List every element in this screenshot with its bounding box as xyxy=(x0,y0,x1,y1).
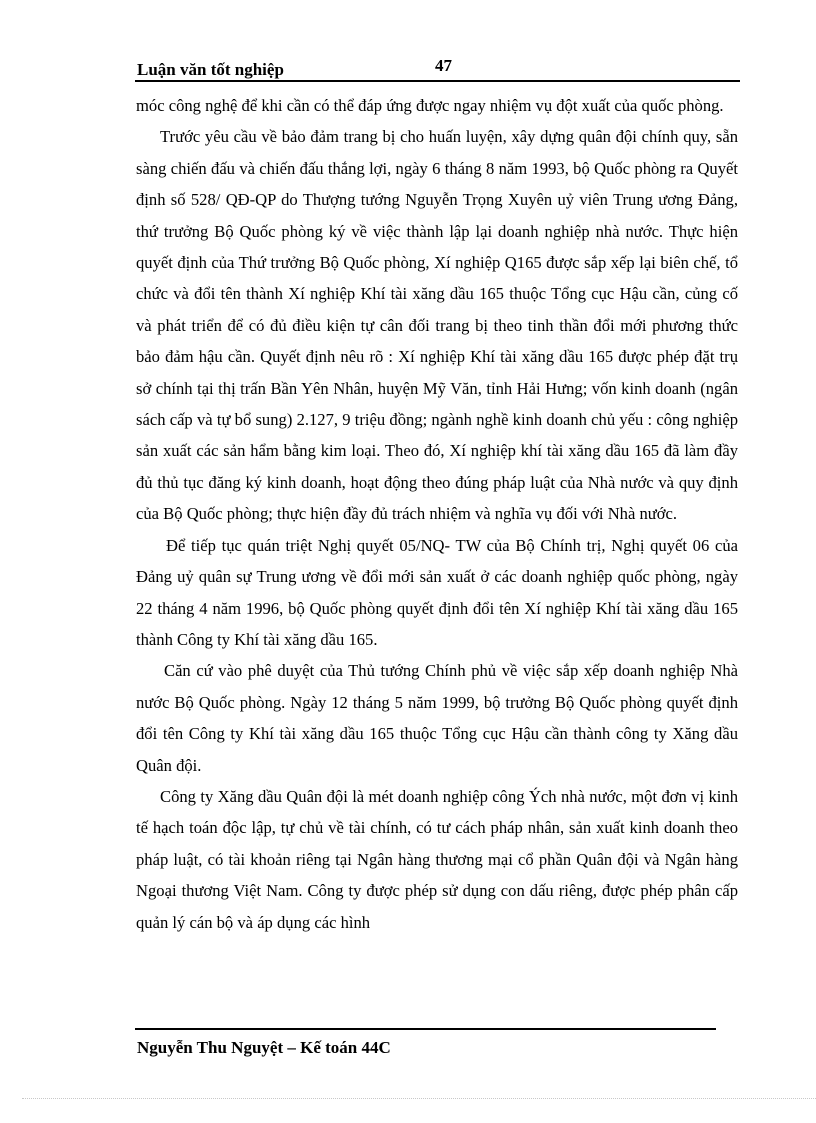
paragraph-continuation: móc công nghệ để khi cần có thể đáp ứng được ngay nhiệm vụ đột xuất của quốc phòng. xyxy=(136,96,724,115)
page-edge-divider xyxy=(22,1098,816,1099)
document-title: Luận văn tốt nghiệp xyxy=(137,60,284,79)
document-body xyxy=(136,90,738,938)
paragraph: Trước yêu cầu về bảo đảm trang bị cho huấn luyện, xây dựng quân đội chính quy, sẵn sàng chiến đấu và chiến đấu thắng lợi, ngày 6 tháng 8 năm 1993, bộ Quốc phòng ra Quyết định số 528/ QĐ-QP do Thượng tướng Nguyễn Trọng Xuyên uỷ viên Trung ương Đảng, thứ trưởng Bộ Quốc phòng ký về việc thành lập lại doanh nghiệp nhà nước. Thực hiện quyết định của Thứ trưởng Bộ Quốc phòng, Xí nghiệp Q165 được sắp xếp lại biên chế, tổ chức và đổi tên thành Xí nghiệp Khí tài xăng dầu 165 thuộc Tổng cục Hậu cần, củng cố và phát triển để có đủ điều kiện tự cân đối trang bị theo tinh thần đổi mới phương thức bảo đảm hậu cần. Quyết định nêu rõ : Xí nghiệp Khí tài xăng dầu 165 được phép đặt trụ sở chính tại thị trấn Bần Yên Nhân, huyện Mỹ Văn, tỉnh Hải Hưng; vốn kinh doanh (ngân sách cấp và tự bổ sung) 2.127, 9 triệu đồng; ngành nghề kinh doanh chủ yếu : công nghiệp sản xuất các sản hẩm bằng kim loại. Theo đó, Xí nghiệp khí tài xăng dầu 165 đã làm đầy đủ thủ tục đăng ký kinh doanh, hoạt động theo đúng pháp luật của Nhà nước và quy định của Bộ Quốc phòng; thực hiện đầy đủ trách nhiệm và nghĩa vụ đối với Nhà nước. xyxy=(136,127,738,524)
paragraph: Để tiếp tục quán triệt Nghị quyết 05/NQ- TW của Bộ Chính trị, Nghị quyết 06 của Đảng uỷ quân sự Trung ương về đổi mới sản xuất ở các doanh nghiệp quốc phòng, ngày 22 tháng 4 năm 1996, bộ Quốc phòng quyết định đổi tên Xí nghiệp Khí tài xăng dầu 165 thành Công ty Khí tài xăng dầu 165. xyxy=(136,535,738,649)
paragraph: Căn cứ vào phê duyệt của Thủ tướng Chính phủ về việc sắp xếp doanh nghiệp Nhà nước Bộ Quốc phòng. Ngày 12 tháng 5 năm 1999, bộ trưởng Bộ Quốc phòng quyết định đổi tên Công ty Khí tài xăng dầu 165 thuộc Tổng cục Hậu cần thành công ty Xăng dầu Quân đội. xyxy=(136,661,738,775)
page-number: 47 xyxy=(435,56,452,75)
page-header xyxy=(135,54,740,82)
footer-author: Nguyễn Thu Nguyệt – Kế toán 44C xyxy=(137,1038,391,1057)
paragraph: Công ty Xăng dầu Quân đội là mét doanh nghiệp công Ých nhà nước, một đơn vị kinh tế hạch toán độc lập, tự chủ về tài chính, có tư cách pháp nhân, sản xuất kinh doanh theo pháp luật, có tài khoản riêng tại Ngân hàng thương mại cổ phần Quân đội và Ngân hàng Ngoại thương Việt Nam. Công ty được phép sử dụng con dấu riêng, được phép phân cấp quản lý cán bộ và áp dụng các hình xyxy=(136,786,738,932)
footer-divider xyxy=(135,1028,716,1030)
